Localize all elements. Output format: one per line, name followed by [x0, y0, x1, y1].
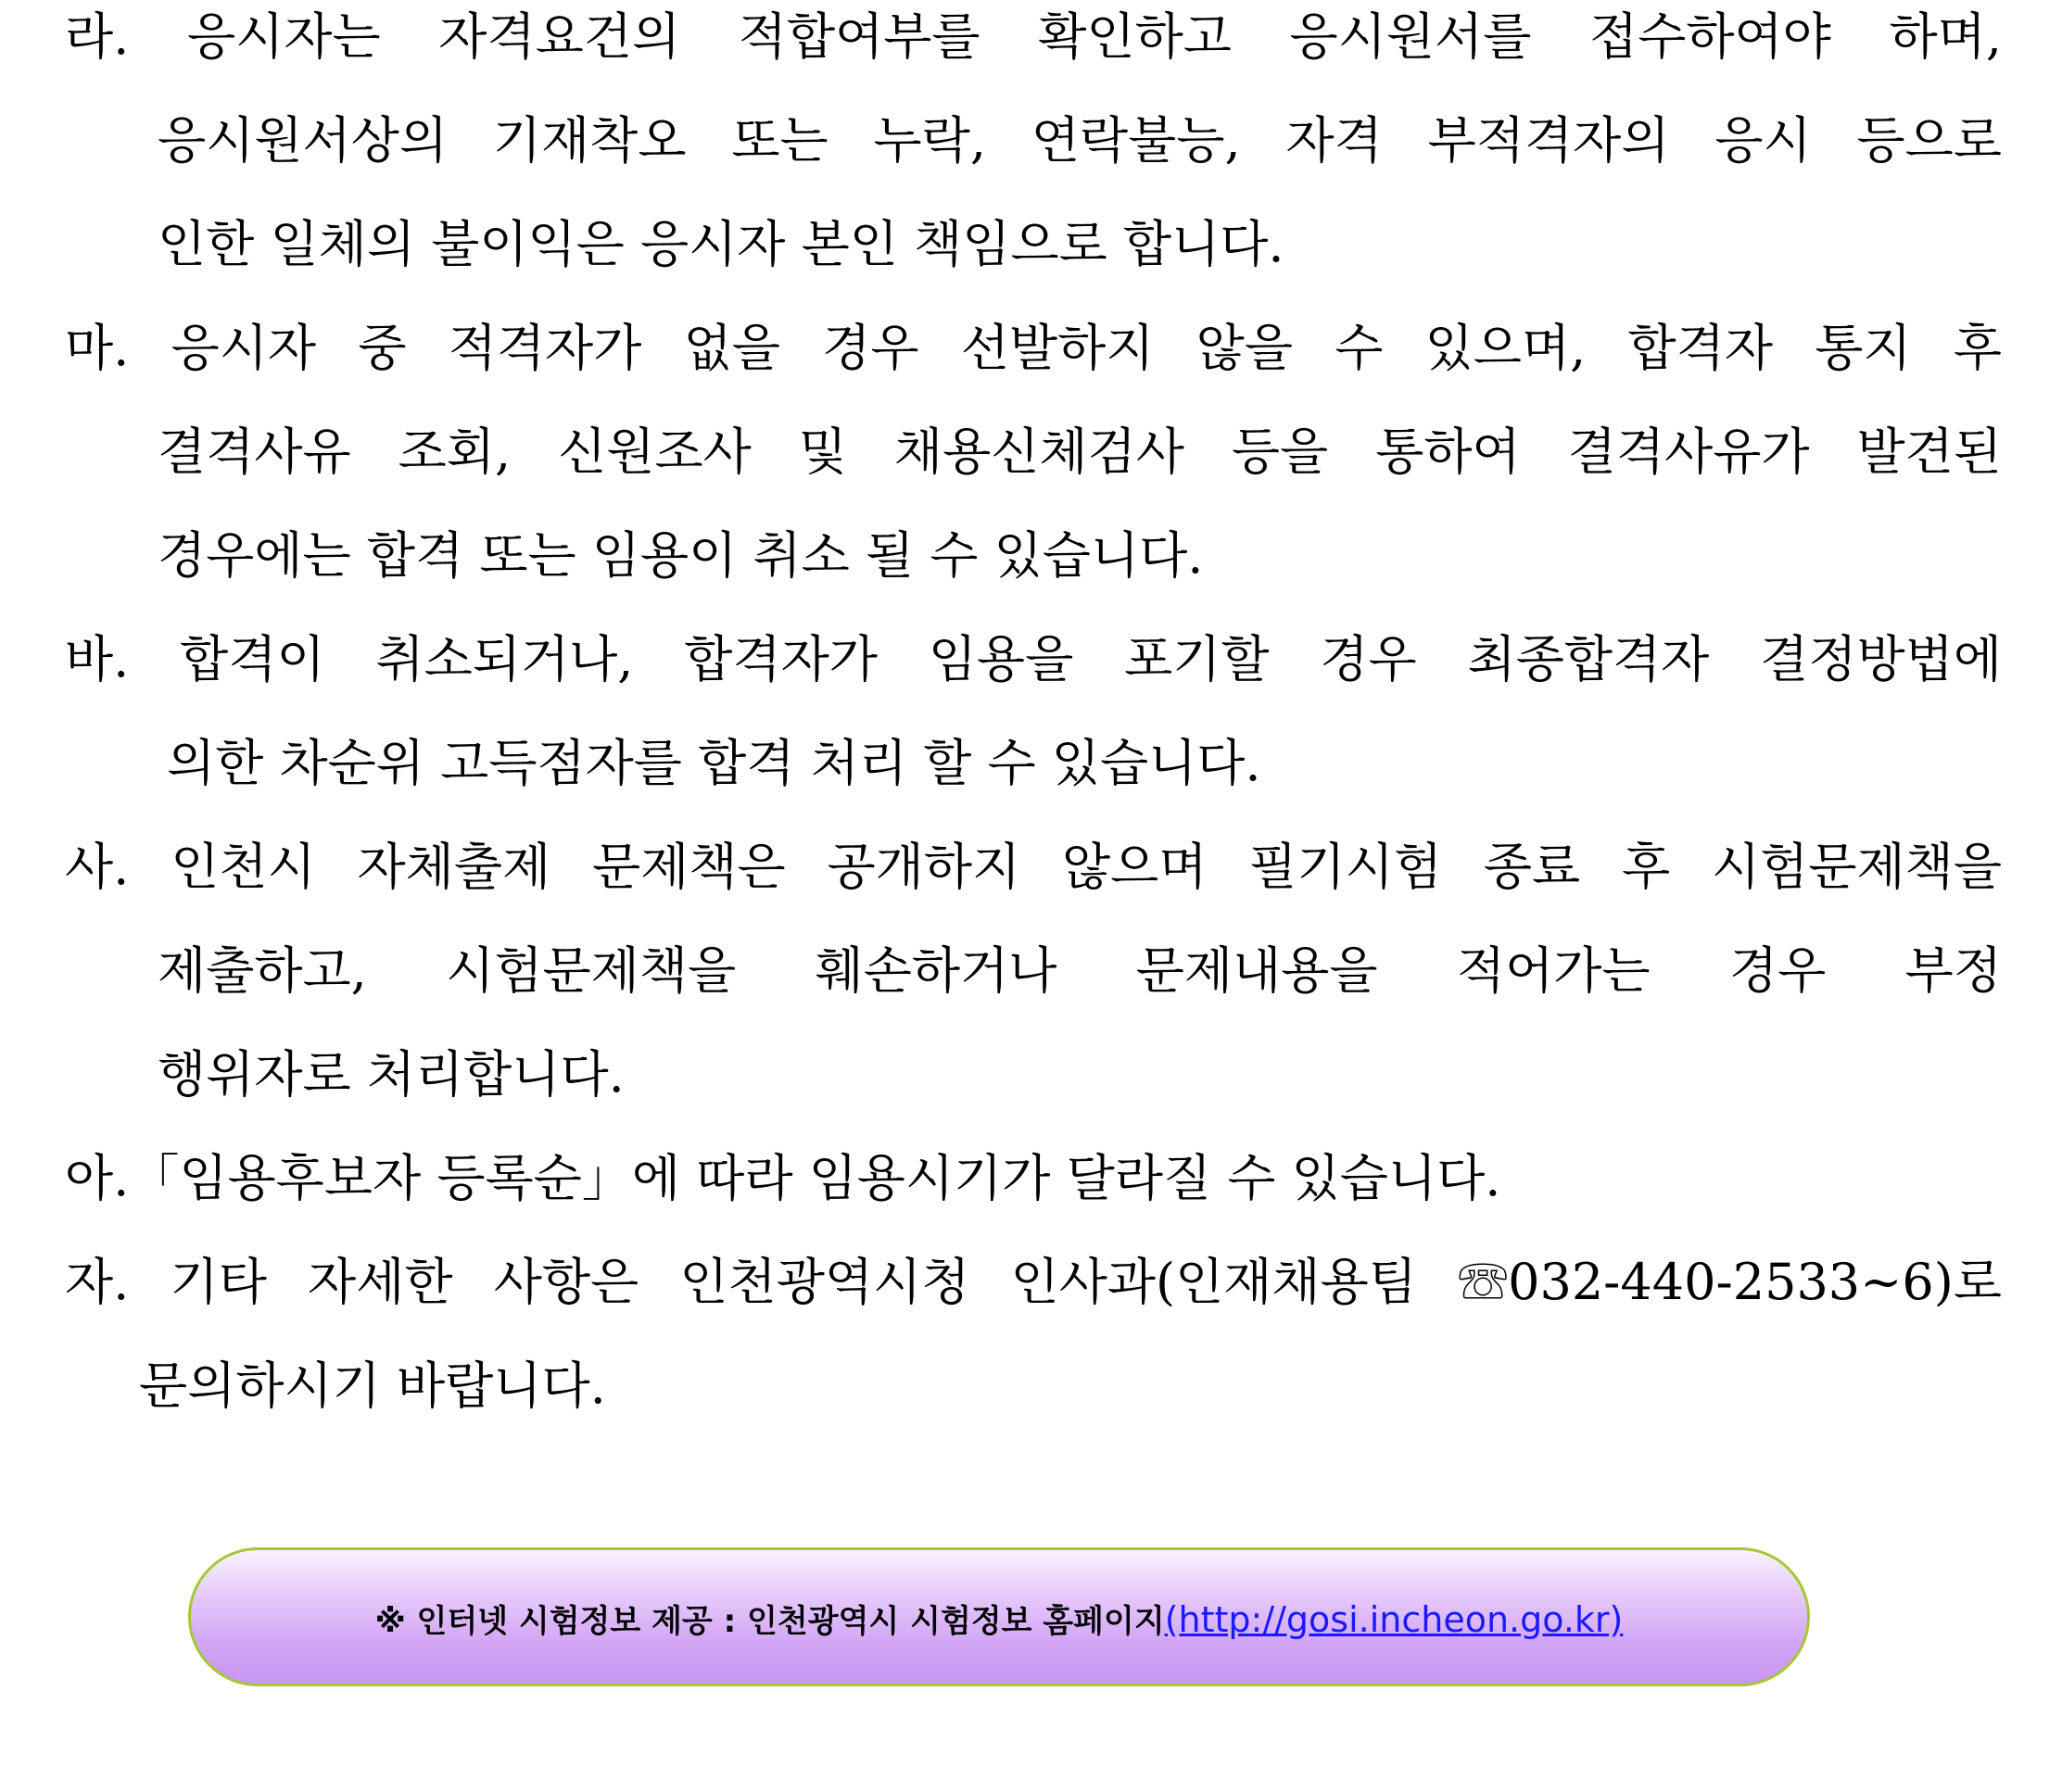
notice-sa-text-1: 인천시 자체출제 문제책은 공개하지 않으며 필기시험 종료 후 시험문제책을 [171, 838, 2002, 896]
notice-sa-line-3 [158, 1038, 2002, 1112]
notice-a-marker: 아. [65, 1149, 130, 1207]
notice-ra-text-3: 인한 일체의 불이익은 응시자 본인 책임으로 합니다. [158, 215, 1284, 273]
notice-sa-line-1 [65, 830, 2002, 904]
notice-ma-line-1 [65, 311, 2002, 385]
notice-ma-line-3 [158, 519, 2002, 593]
exam-info-label: ※ 인터넷 시험정보 제공 : 인천광역시 시험정보 홈페이지 [374, 1603, 1165, 1640]
notice-ma-text-1: 응시자 중 적격자가 없을 경우 선발하지 않을 수 있으며, 합격자 통지 후 [171, 319, 2002, 377]
exam-info-homepage-link[interactable]: (http://gosi.incheon.go.kr) [1164, 1599, 1624, 1640]
notice-ma-text-3: 경우에는 합격 또는 임용이 취소 될 수 있습니다. [158, 526, 1204, 585]
notice-ja-line-1 [65, 1245, 2002, 1319]
notice-ra-text-1: 응시자는 자격요건의 적합여부를 확인하고 응시원서를 접수하여야 하며, [187, 7, 2002, 66]
notice-ba-text-1: 합격이 취소되거나, 합격자가 임용을 포기할 경우 최종합격자 결정방법에 [180, 630, 2002, 688]
notice-ja-marker: 자. [65, 1253, 130, 1311]
notice-a-line-1 [65, 1142, 2002, 1216]
notice-ba-text-2: 의한 차순위 고득점자를 합격 처리 할 수 있습니다. [167, 734, 1261, 792]
notice-ma-line-2 [158, 415, 2002, 489]
notice-ra-text-2: 응시원서상의 기재착오 또는 누락, 연락불능, 자격 부적격자의 응시 등으로 [158, 111, 2002, 170]
notice-sa-text-2: 제출하고, 시험문제책을 훼손하거나 문제내용을 적어가는 경우 부정 [158, 941, 2002, 1000]
notice-ra-line-2 [158, 104, 2002, 178]
notice-sa-text-3: 행위자로 처리합니다. [158, 1045, 625, 1104]
notice-ra-line-3 [158, 208, 2002, 282]
notice-sa-line-2 [158, 934, 2002, 1008]
exam-info-banner-text [191, 1596, 1807, 1645]
notice-ba-marker: 바. [65, 630, 130, 688]
notice-ra-line-1 [65, 0, 2002, 74]
notice-sa-marker: 사. [65, 838, 130, 896]
notice-ra-marker: 라. [65, 7, 130, 66]
notice-ma-text-2: 결격사유 조회, 신원조사 및 채용신체검사 등을 통하여 결격사유가 발견된 [158, 423, 2002, 481]
notice-ja-text-2: 문의하시기 바랍니다. [139, 1357, 606, 1415]
notice-a-text-1: 「임용후보자 등록순」에 따라 임용시기가 달라질 수 있습니다. [129, 1149, 1501, 1207]
notice-ba-line-1 [65, 623, 2002, 697]
notice-ba-line-2 [167, 726, 2002, 801]
exam-info-banner [188, 1547, 1810, 1686]
notice-ja-text-1: 기타 자세한 사항은 인천광역시청 인사과(인재채용팀 ☏032-440-2533~6)로 [170, 1253, 2002, 1311]
notice-ma-marker: 마. [65, 319, 130, 377]
notice-ja-line-2 [139, 1349, 2002, 1423]
